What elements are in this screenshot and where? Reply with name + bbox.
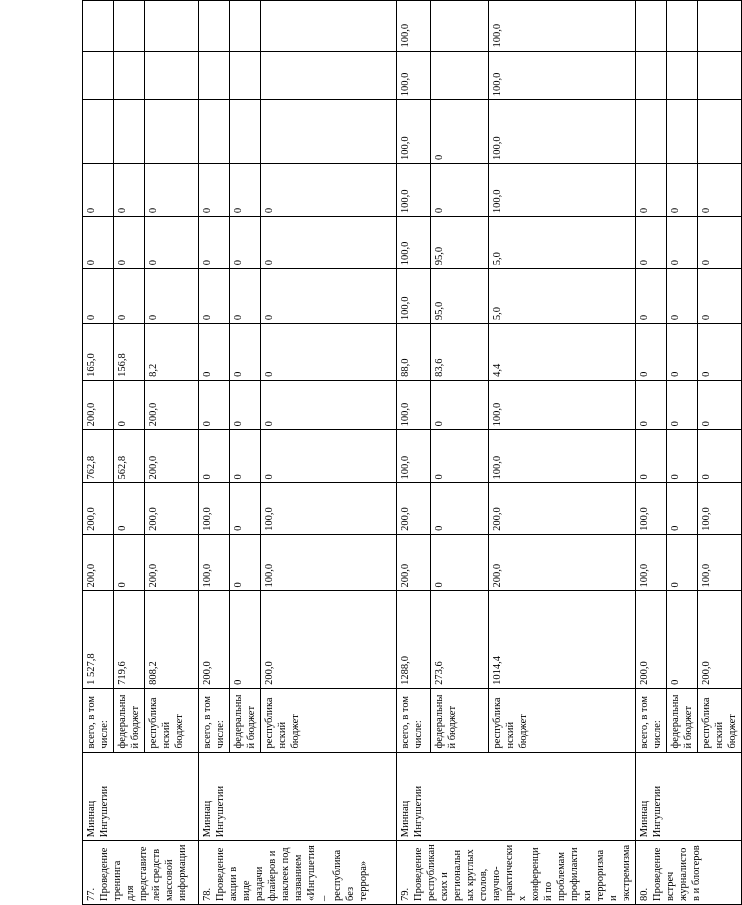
amount-cell: 0 [199, 430, 230, 483]
budget-table [82, 0, 742, 905]
table-row [636, 1, 667, 905]
amount-cell: 0 [698, 269, 742, 324]
amount-cell: 100,0 [199, 534, 230, 591]
amount-cell [698, 51, 742, 100]
funding-source-cell: федеральный бюджет [114, 688, 145, 752]
amount-cell: 273,6 [430, 591, 488, 688]
amount-cell [261, 1, 397, 52]
amount-cell [145, 51, 199, 100]
amount-cell: 100,0 [488, 380, 635, 430]
amount-cell: 100,0 [488, 430, 635, 483]
executor-cell: Миннац Ингушетии [397, 752, 636, 841]
amount-cell: 200,0 [488, 483, 635, 534]
amount-cell: 0 [230, 591, 261, 688]
amount-cell: 100,0 [488, 1, 635, 52]
measure-name-cell: 77. Проведение тренинга для представителей средств массовой информации [83, 841, 199, 905]
amount-cell: 95,0 [430, 217, 488, 269]
amount-cell: 0 [114, 217, 145, 269]
amount-cell: 5,0 [488, 217, 635, 269]
amount-cell: 0 [636, 217, 667, 269]
amount-cell: 95,0 [430, 269, 488, 324]
amount-cell [230, 100, 261, 164]
amount-cell: 100,0 [397, 51, 431, 100]
amount-cell [698, 1, 742, 52]
amount-cell: 100,0 [261, 534, 397, 591]
amount-cell: 100,0 [488, 51, 635, 100]
amount-cell: 100,0 [397, 100, 431, 164]
table-row [83, 1, 114, 905]
funding-source-cell: республиканский бюджет [698, 688, 742, 752]
amount-cell: 0 [230, 483, 261, 534]
measure-name-cell: 78. Проведение акции в виде раздачи флайеров и наклеек под названием «Ингушетия – республика без террора» [199, 841, 397, 905]
amount-cell [636, 1, 667, 52]
amount-cell: 0 [230, 534, 261, 591]
amount-cell: 200,0 [488, 534, 635, 591]
amount-cell: 0 [636, 380, 667, 430]
amount-cell: 1 527,8 [83, 591, 114, 688]
funding-source-cell: всего, в том числе: [199, 688, 230, 752]
amount-cell: 200,0 [698, 591, 742, 688]
amount-cell [83, 100, 114, 164]
amount-cell [261, 100, 397, 164]
table-row [199, 1, 230, 905]
amount-cell: 0 [83, 269, 114, 324]
amount-cell: 0 [83, 163, 114, 216]
amount-cell: 0 [430, 430, 488, 483]
amount-cell: 100,0 [397, 1, 431, 52]
amount-cell: 0 [145, 163, 199, 216]
amount-cell: 100,0 [397, 217, 431, 269]
amount-cell: 0 [261, 324, 397, 381]
amount-cell: 200,0 [83, 483, 114, 534]
amount-cell [636, 100, 667, 164]
amount-cell: 0 [230, 324, 261, 381]
amount-cell [199, 1, 230, 52]
amount-cell [230, 51, 261, 100]
amount-cell: 0 [430, 100, 488, 164]
executor-cell: Миннац Ингушетии [199, 752, 397, 841]
amount-cell [698, 100, 742, 164]
amount-cell: 200,0 [636, 591, 667, 688]
amount-cell: 100,0 [636, 483, 667, 534]
amount-cell [430, 51, 488, 100]
amount-cell: 156,8 [114, 324, 145, 381]
executor-cell: Миннац Ингушетии [83, 752, 199, 841]
amount-cell [145, 100, 199, 164]
amount-cell: 0 [230, 430, 261, 483]
amount-cell: 0 [199, 269, 230, 324]
amount-cell: 200,0 [145, 483, 199, 534]
amount-cell: 0 [698, 324, 742, 381]
amount-cell [145, 1, 199, 52]
amount-cell: 88,0 [397, 324, 431, 381]
amount-cell [199, 100, 230, 164]
amount-cell: 100,0 [397, 430, 431, 483]
amount-cell: 0 [199, 324, 230, 381]
amount-cell: 0 [261, 380, 397, 430]
amount-cell: 200,0 [261, 591, 397, 688]
amount-cell: 83,6 [430, 324, 488, 381]
amount-cell: 0 [114, 483, 145, 534]
amount-cell [199, 51, 230, 100]
amount-cell: 0 [667, 324, 698, 381]
amount-cell: 1288,0 [397, 591, 431, 688]
amount-cell [667, 100, 698, 164]
amount-cell: 0 [667, 217, 698, 269]
measure-name-cell: 80. Проведение встреч журналистов и блогеров [636, 841, 742, 905]
amount-cell: 200,0 [145, 380, 199, 430]
table-row [397, 1, 431, 905]
amount-cell [667, 51, 698, 100]
funding-source-cell: республиканский бюджет [261, 688, 397, 752]
amount-cell [261, 51, 397, 100]
funding-source-cell: всего, в том числе: [397, 688, 431, 752]
amount-cell: 8,2 [145, 324, 199, 381]
amount-cell: 0 [667, 430, 698, 483]
amount-cell [83, 1, 114, 52]
amount-cell: 808,2 [145, 591, 199, 688]
amount-cell: 100,0 [397, 163, 431, 216]
amount-cell: 0 [698, 217, 742, 269]
amount-cell: 165,0 [83, 324, 114, 381]
amount-cell: 1014,4 [488, 591, 635, 688]
amount-cell: 200,0 [145, 534, 199, 591]
amount-cell: 0 [145, 269, 199, 324]
amount-cell [636, 51, 667, 100]
amount-cell: 4,4 [488, 324, 635, 381]
amount-cell: 0 [199, 380, 230, 430]
funding-source-cell: республиканский бюджет [145, 688, 199, 752]
amount-cell [430, 1, 488, 52]
amount-cell: 100,0 [488, 100, 635, 164]
amount-cell: 200,0 [199, 591, 230, 688]
amount-cell: 100,0 [488, 163, 635, 216]
amount-cell: 0 [83, 217, 114, 269]
amount-cell: 0 [114, 380, 145, 430]
amount-cell: 100,0 [261, 483, 397, 534]
amount-cell: 562,8 [114, 430, 145, 483]
amount-cell: 719,6 [114, 591, 145, 688]
amount-cell: 0 [261, 163, 397, 216]
amount-cell: 200,0 [83, 534, 114, 591]
amount-cell: 0 [698, 430, 742, 483]
amount-cell [114, 1, 145, 52]
amount-cell: 0 [667, 380, 698, 430]
amount-cell: 0 [667, 483, 698, 534]
amount-cell: 0 [698, 163, 742, 216]
amount-cell: 200,0 [83, 380, 114, 430]
amount-cell: 0 [230, 380, 261, 430]
amount-cell [114, 100, 145, 164]
amount-cell [83, 51, 114, 100]
funding-source-cell: федеральный бюджет [430, 688, 488, 752]
amount-cell: 100,0 [698, 483, 742, 534]
amount-cell: 0 [114, 163, 145, 216]
amount-cell: 0 [667, 534, 698, 591]
measure-name-cell: 79. Проведение республиканских и региональных круглых столов, научно-практических конференций по проблемам профилактики терроризма и экстремизма [397, 841, 636, 905]
amount-cell: 100,0 [698, 534, 742, 591]
amount-cell: 0 [698, 380, 742, 430]
amount-cell: 0 [199, 217, 230, 269]
executor-cell: Миннац Ингушетии [636, 752, 742, 841]
amount-cell: 762,8 [83, 430, 114, 483]
amount-cell: 0 [261, 430, 397, 483]
amount-cell: 0 [230, 269, 261, 324]
amount-cell: 0 [199, 163, 230, 216]
amount-cell: 0 [114, 269, 145, 324]
amount-cell [230, 1, 261, 52]
amount-cell: 100,0 [199, 483, 230, 534]
amount-cell: 0 [261, 217, 397, 269]
amount-cell: 0 [636, 324, 667, 381]
amount-cell: 0 [636, 269, 667, 324]
amount-cell [114, 51, 145, 100]
amount-cell: 100,0 [636, 534, 667, 591]
amount-cell: 100,0 [397, 380, 431, 430]
amount-cell: 0 [636, 430, 667, 483]
funding-source-cell: республиканский бюджет [488, 688, 635, 752]
amount-cell: 200,0 [397, 483, 431, 534]
amount-cell: 100,0 [397, 269, 431, 324]
amount-cell: 0 [261, 269, 397, 324]
amount-cell: 0 [667, 163, 698, 216]
amount-cell: 5,0 [488, 269, 635, 324]
amount-cell: 200,0 [397, 534, 431, 591]
amount-cell: 0 [636, 163, 667, 216]
amount-cell: 0 [230, 217, 261, 269]
amount-cell: 0 [430, 534, 488, 591]
funding-source-cell: всего, в том числе: [636, 688, 667, 752]
amount-cell: 0 [430, 483, 488, 534]
funding-source-cell: всего, в том числе: [83, 688, 114, 752]
funding-source-cell: федеральный бюджет [230, 688, 261, 752]
amount-cell: 200,0 [145, 430, 199, 483]
amount-cell: 0 [230, 163, 261, 216]
funding-source-cell: федеральный бюджет [667, 688, 698, 752]
amount-cell: 0 [430, 163, 488, 216]
amount-cell: 0 [667, 591, 698, 688]
amount-cell: 0 [145, 217, 199, 269]
amount-cell: 0 [114, 534, 145, 591]
amount-cell: 0 [430, 380, 488, 430]
amount-cell: 0 [667, 269, 698, 324]
amount-cell [667, 1, 698, 52]
